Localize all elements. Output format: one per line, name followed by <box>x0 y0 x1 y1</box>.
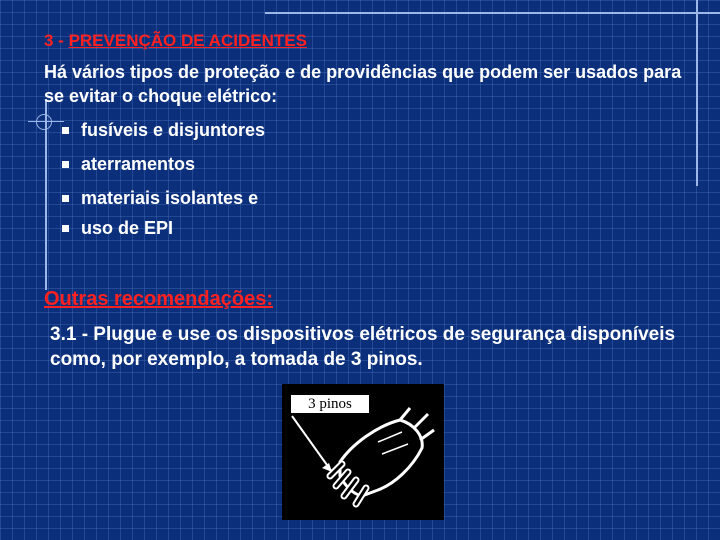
decorative-line-top <box>265 12 720 14</box>
protection-list <box>60 113 265 245</box>
list-item <box>60 181 265 215</box>
list-item-text: fusíveis e disjuntores <box>81 119 266 140</box>
recommendation-3-1: 3.1 - Plugue e use os dispositivos elétricos de segurança disponíveis como, por exemplo, a tomada de 3 pinos. <box>50 324 676 370</box>
list-item-text: materiais isolantes e <box>81 187 259 208</box>
intro-paragraph: Há vários tipos de proteção e de providências que podem ser usados para se evitar o choque elétrico: <box>44 62 682 106</box>
square-bullet-icon <box>62 127 69 134</box>
recommendations-heading-text: Outras recomendações: <box>44 288 273 310</box>
square-bullet-icon <box>62 161 69 168</box>
list-item-text: aterramentos <box>81 153 196 174</box>
slide-title-number: 3 - <box>44 31 69 50</box>
three-pin-plug-illustration <box>282 384 444 520</box>
list-item <box>60 147 265 181</box>
square-bullet-icon <box>62 225 69 232</box>
list-item <box>60 211 265 245</box>
decorative-circle <box>36 114 52 130</box>
decorative-crosshair <box>28 121 64 122</box>
square-bullet-icon <box>62 195 69 202</box>
slide-title-text: PREVENÇÃO DE ACIDENTES <box>68 31 307 50</box>
recommendations-heading <box>44 288 273 311</box>
slide-title <box>44 31 307 51</box>
figure-label: 3 pinos <box>290 394 370 414</box>
list-item-text: uso de EPI <box>81 217 174 238</box>
list-item <box>60 113 265 147</box>
